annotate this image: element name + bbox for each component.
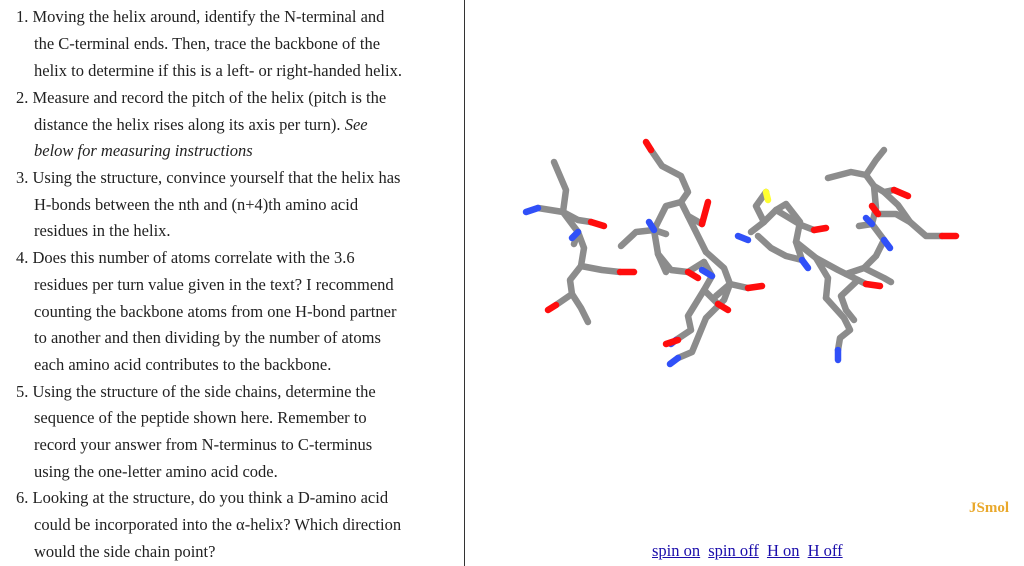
sulfur-bonds bbox=[766, 192, 768, 200]
question-line: 6. Looking at the structure, do you think a D-amino acid bbox=[16, 488, 389, 507]
question-line: 3. Using the structure, convince yourself that the helix has bbox=[16, 168, 401, 187]
question-line: the C-terminal ends. Then, trace the backbone of the bbox=[34, 34, 381, 53]
question-line: each amino acid contributes to the backbone. bbox=[34, 355, 332, 374]
peptide-helix-model[interactable] bbox=[466, 0, 1024, 540]
question-line: 1. Moving the helix around, identify the N-terminal and bbox=[16, 7, 385, 26]
oxygen-bonds bbox=[548, 142, 956, 344]
questions-panel bbox=[0, 0, 465, 566]
question-number: 2. bbox=[16, 88, 29, 107]
question-line: 4. Does this number of atoms correlate with the 3.6 bbox=[16, 248, 355, 267]
question-line: counting the backbone atoms from one H-bond partner bbox=[34, 302, 397, 321]
question-line: would the side chain point? bbox=[34, 542, 216, 561]
question-line: helix to determine if this is a left- or right-handed helix. bbox=[34, 61, 402, 80]
italic-see: See bbox=[344, 115, 368, 134]
question-line: H-bonds between the nth and (n+4)th amino acid bbox=[34, 195, 359, 214]
question-line: to another and then dividing by the number of atoms bbox=[34, 328, 381, 347]
question-number: 6. bbox=[16, 488, 29, 507]
viewer-controls bbox=[652, 541, 847, 561]
spin-off-link[interactable]: spin off bbox=[708, 541, 759, 560]
carbon-bonds bbox=[538, 150, 942, 358]
question-number: 4. bbox=[16, 248, 29, 267]
question-line: record your answer from N-terminus to C-terminus bbox=[34, 435, 373, 454]
question-number: 5. bbox=[16, 382, 29, 401]
question-line: distance the helix rises along its axis per turn). See bbox=[34, 115, 368, 134]
hydrogen-off-link[interactable]: H off bbox=[807, 541, 843, 560]
question-line: using the one-letter amino acid code. bbox=[34, 462, 278, 481]
jsmol-viewer[interactable] bbox=[466, 0, 1024, 566]
spin-on-link[interactable]: spin on bbox=[652, 541, 701, 560]
question-line: could be incorporated into the α-helix? Which direction bbox=[34, 515, 402, 534]
question-line: below for measuring instructions bbox=[34, 141, 253, 160]
question-number: 1. bbox=[16, 7, 29, 26]
question-line: 5. Using the structure of the side chains, determine the bbox=[16, 382, 376, 401]
question-line: residues per turn value given in the text? I recommend bbox=[34, 275, 394, 294]
question-line: 2. Measure and record the pitch of the helix (pitch is the bbox=[16, 88, 387, 107]
jsmol-logo[interactable]: JSmol bbox=[969, 500, 1010, 516]
hydrogen-on-link[interactable]: H on bbox=[766, 541, 800, 560]
question-number: 3. bbox=[16, 168, 29, 187]
question-line: sequence of the peptide shown here. Remember to bbox=[34, 408, 367, 427]
question-line: residues in the helix. bbox=[34, 221, 171, 240]
